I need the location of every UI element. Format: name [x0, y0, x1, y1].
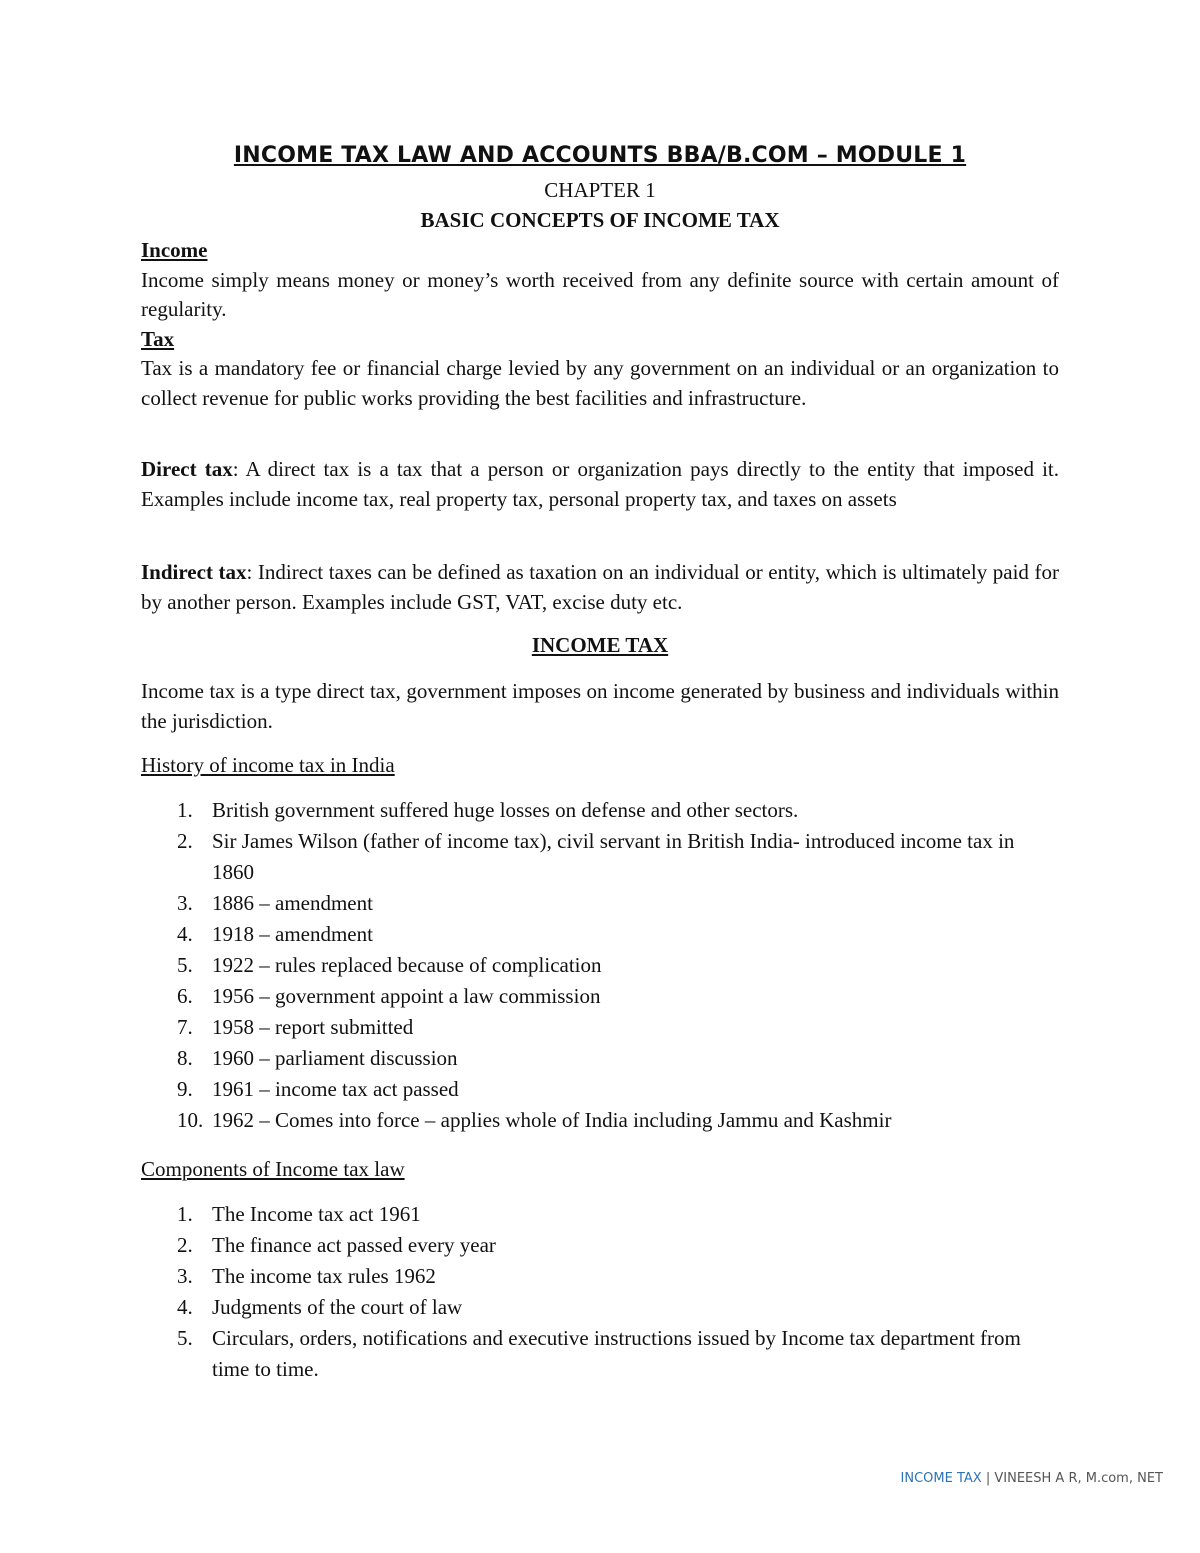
indirect-tax-definition: : Indirect taxes can be defined as taxation on an individual or entity, which is ultimately paid for by another person. Examples include GST, VAT, excise duty etc. [141, 560, 1059, 614]
tax-heading: Tax [141, 326, 175, 351]
list-item [141, 981, 1061, 1012]
list-number: 8. [177, 1046, 193, 1070]
chapter-label: CHAPTER 1 [544, 178, 656, 202]
list-number: 4. [177, 922, 193, 946]
list-item [141, 1012, 1061, 1043]
indirect-tax-paragraph [141, 558, 1059, 617]
list-number: 4. [177, 1295, 193, 1319]
list-item-text: The income tax rules 1962 [212, 1264, 436, 1288]
list-item [141, 1074, 1061, 1105]
list-item [141, 1292, 1061, 1323]
direct-tax-term: Direct tax [141, 457, 233, 481]
list-number: 7. [177, 1015, 193, 1039]
list-number: 3. [177, 1264, 193, 1288]
components-heading [141, 1155, 1059, 1185]
list-item [141, 950, 1061, 981]
list-number: 5. [177, 953, 193, 977]
footer-subject: INCOME TAX [900, 1471, 982, 1486]
list-item-text: 1962 – Comes into force – applies whole of India including Jammu and Kashmir [212, 1108, 892, 1132]
direct-tax-definition: : A direct tax is a tax that a person or organization pays directly to the entity that imposed it. Examples include income tax, real property tax, personal property tax, and taxes on assets [141, 457, 1059, 511]
list-item-text: Judgments of the court of law [212, 1295, 463, 1319]
list-item [141, 919, 1061, 950]
list-item [141, 1043, 1061, 1074]
income-heading: Income [141, 238, 208, 262]
list-item-text: The finance act passed every year [212, 1233, 496, 1257]
chapter-subtitle: BASIC CONCEPTS OF INCOME TAX [420, 208, 780, 232]
list-item-text: Sir James Wilson (father of income tax), civil servant in British India- introduced income tax in 1860 [212, 829, 1015, 884]
history-list [141, 795, 1061, 1136]
list-number: 9. [177, 1077, 193, 1101]
list-item [141, 826, 1061, 888]
components-heading-text: Components of Income tax law [141, 1157, 405, 1181]
list-number: 6. [177, 984, 193, 1008]
income-tax-heading: INCOME TAX [531, 633, 669, 657]
components-list [141, 1199, 1061, 1385]
list-item [141, 888, 1061, 919]
list-item-text: British government suffered huge losses on defense and other sectors. [212, 798, 799, 822]
list-item-text: 1960 – parliament discussion [212, 1046, 458, 1070]
list-item [141, 795, 1061, 826]
list-item-text: Circulars, orders, notifications and executive instructions issued by Income tax department from time to time. [212, 1326, 1021, 1381]
list-number: 10. [177, 1108, 204, 1132]
list-item-text: 1956 – government appoint a law commission [212, 984, 601, 1008]
tax-definition: Tax is a mandatory fee or financial charge levied by any government on an individual or an organization to collect revenue for public works providing the best facilities and infrastructure. [141, 356, 1059, 410]
list-item-text: 1922 – rules replaced because of complication [212, 953, 602, 977]
page-footer [901, 1471, 1163, 1486]
history-heading [141, 751, 1059, 781]
list-item [141, 1323, 1061, 1385]
list-number: 5. [177, 1326, 193, 1350]
list-item [141, 1261, 1061, 1292]
list-item-text: 1961 – income tax act passed [212, 1077, 459, 1101]
list-item-text: 1886 – amendment [212, 891, 373, 915]
income-definition: Income simply means money or money’s worth received from any definite source with certain amount of regularity. [141, 267, 1059, 321]
footer-author: VINEESH A R, M.com, NET [994, 1471, 1163, 1486]
list-item [141, 1199, 1061, 1230]
list-number: 3. [177, 891, 193, 915]
history-heading-text: History of income tax in India [141, 753, 395, 777]
list-number: 1. [177, 1202, 193, 1226]
document-title: INCOME TAX LAW AND ACCOUNTS BBA/B.COM – MODULE 1 [233, 143, 967, 168]
income-tax-definition: Income tax is a type direct tax, government imposes on income generated by business and individuals within the jurisdiction. [141, 679, 1059, 733]
footer-separator: | [981, 1471, 995, 1486]
list-item-text: The Income tax act 1961 [212, 1202, 421, 1226]
list-item [141, 1105, 1061, 1136]
list-number: 2. [177, 1233, 193, 1257]
list-number: 1. [177, 798, 193, 822]
direct-tax-paragraph [141, 455, 1059, 514]
list-item-text: 1918 – amendment [212, 922, 373, 946]
list-item [141, 1230, 1061, 1261]
income-section [141, 236, 1059, 413]
list-number: 2. [177, 829, 193, 853]
indirect-tax-term: Indirect tax [141, 560, 247, 584]
list-item-text: 1958 – report submitted [212, 1015, 414, 1039]
